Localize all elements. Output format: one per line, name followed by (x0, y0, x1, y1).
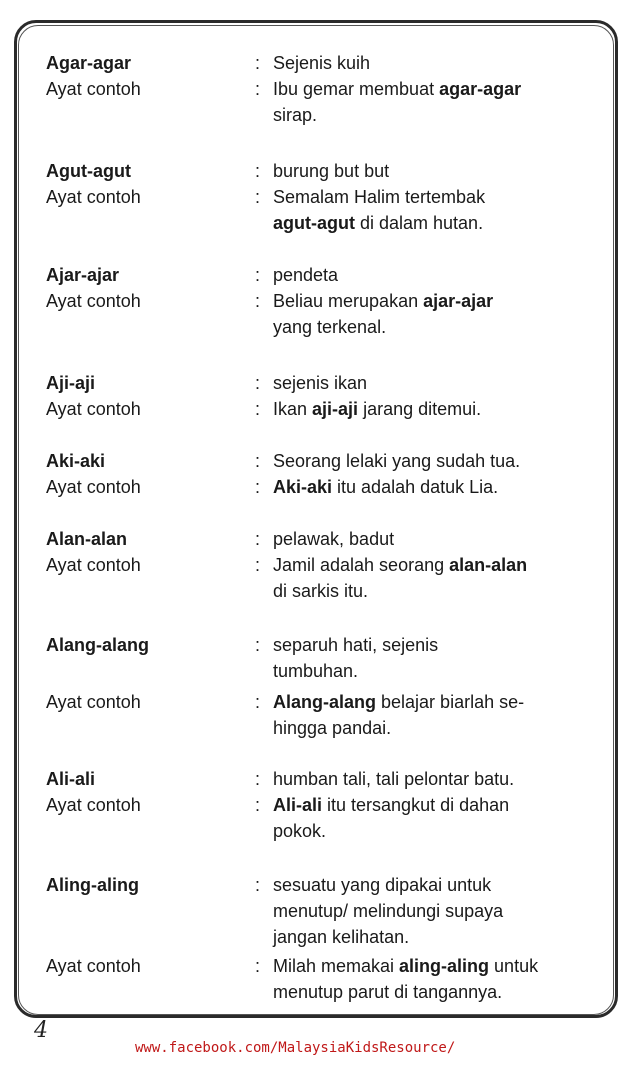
colon-separator: : (255, 795, 261, 815)
example-keyword: aji-aji (312, 399, 359, 419)
meaning-line (40, 370, 600, 396)
example-sentence (273, 979, 603, 1005)
example-text: itu tersangkut di dahan (322, 795, 510, 815)
colon-separator: : (255, 955, 261, 976)
colon-separator: : (255, 79, 261, 99)
entry-term: Ali-ali (46, 769, 96, 789)
entry-term: Ajar-ajar (46, 265, 120, 285)
page-number: 4 (34, 1018, 48, 1043)
colon-separator: : (255, 451, 261, 471)
meaning-line (40, 658, 600, 684)
example-line (40, 552, 600, 578)
example-text: di sarkis itu. (273, 581, 369, 601)
example-line (40, 715, 600, 741)
meaning-line (40, 632, 600, 658)
entry-meaning: pelawak, badut (273, 529, 395, 549)
colon-separator: : (255, 161, 261, 181)
example-line (40, 396, 600, 422)
example-label: Ayat contoh (46, 477, 141, 497)
example-line (40, 76, 600, 102)
example-sentence (273, 552, 603, 578)
colon-separator: : (255, 875, 261, 895)
example-text: Beliau merupakan (273, 291, 424, 311)
example-text: jarang ditemui. (358, 399, 482, 419)
entry-term: Aji-aji (46, 373, 96, 393)
entry-term: Agut-agut (46, 161, 131, 181)
example-line (40, 953, 600, 979)
colon-separator: : (255, 635, 261, 655)
meaning-line (40, 526, 600, 552)
example-sentence (273, 689, 603, 715)
example-label: Ayat contoh (46, 291, 141, 311)
example-text: Ibu gemar membuat (273, 79, 440, 99)
example-text: Jamil adalah seorang (273, 555, 450, 575)
example-line (40, 474, 600, 500)
colon-separator: : (255, 291, 261, 311)
example-sentence (273, 76, 603, 102)
entry-term: Aki-aki (46, 451, 106, 471)
entry-meaning: jangan kelihatan. (273, 927, 410, 947)
example-sentence (273, 818, 603, 844)
example-sentence (273, 314, 603, 340)
colon-separator: : (255, 477, 261, 497)
entry-term: Agar-agar (46, 53, 132, 73)
example-label: Ayat contoh (46, 692, 141, 713)
colon-separator: : (255, 692, 261, 713)
example-text: belajar biarlah se- (376, 692, 525, 713)
meaning-line (40, 924, 600, 950)
example-line (40, 578, 600, 604)
example-sentence (273, 396, 603, 422)
example-text: itu adalah datuk Lia. (332, 477, 499, 497)
example-text: Milah memakai (273, 955, 400, 976)
example-label: Ayat contoh (46, 79, 141, 99)
entry-meaning: sesuatu yang dipakai untuk (273, 875, 492, 895)
example-text: di dalam hutan. (354, 213, 484, 233)
example-text: menutup parut di tangannya. (273, 981, 503, 1002)
colon-separator: : (255, 769, 261, 789)
example-sentence (273, 953, 603, 979)
entry-meaning: separuh hati, sejenis (273, 635, 439, 655)
example-line (40, 210, 600, 236)
meaning-line (40, 898, 600, 924)
example-sentence (273, 715, 603, 741)
example-line (40, 184, 600, 210)
meaning-line (40, 50, 600, 76)
example-keyword: Ali-ali (273, 795, 323, 815)
example-sentence (273, 210, 603, 236)
meaning-line (40, 262, 600, 288)
example-sentence (273, 792, 603, 818)
example-text: pokok. (273, 821, 327, 841)
watermark-url: www.facebook.com/MalaysiaKidsResource/ (135, 1040, 456, 1056)
example-line (40, 314, 600, 340)
example-text: yang terkenal. (273, 317, 387, 337)
example-keyword: alan-alan (449, 555, 528, 575)
entry-meaning: Sejenis kuih (273, 53, 371, 73)
example-sentence (273, 288, 603, 314)
example-sentence (273, 578, 603, 604)
entry-term: Aling-aling (46, 875, 139, 895)
example-keyword: aling-aling (399, 955, 490, 976)
entry-meaning: burung but but (273, 161, 390, 181)
meaning-line (40, 766, 600, 792)
colon-separator: : (255, 529, 261, 549)
entry-meaning: sejenis ikan (273, 373, 368, 393)
example-text: hingga pandai. (273, 718, 392, 739)
entry-meaning: humban tali, tali pelontar batu. (273, 769, 515, 789)
entry-meaning: Seorang lelaki yang sudah tua. (273, 451, 521, 471)
example-label: Ayat contoh (46, 555, 141, 575)
example-line (40, 102, 600, 128)
example-text: untuk (489, 955, 539, 976)
example-keyword: Aki-aki (273, 477, 333, 497)
entry-meaning: menutup/ melindungi supaya (273, 901, 504, 921)
colon-separator: : (255, 187, 261, 207)
meaning-line (40, 448, 600, 474)
example-sentence (273, 184, 603, 210)
entry-term: Alang-alang (46, 635, 150, 655)
example-label: Ayat contoh (46, 955, 141, 976)
example-text: Ikan (273, 399, 313, 419)
colon-separator: : (255, 399, 261, 419)
entry-term: Alan-alan (46, 529, 128, 549)
example-sentence (273, 102, 603, 128)
example-label: Ayat contoh (46, 795, 141, 815)
example-text: sirap. (273, 105, 318, 125)
entry-meaning: pendeta (273, 265, 339, 285)
example-keyword: agut-agut (273, 213, 355, 233)
meaning-line (40, 872, 600, 898)
example-label: Ayat contoh (46, 399, 141, 419)
example-sentence (273, 474, 603, 500)
example-line (40, 979, 600, 1005)
meaning-line (40, 158, 600, 184)
example-keyword: ajar-ajar (423, 291, 494, 311)
example-line (40, 818, 600, 844)
colon-separator: : (255, 265, 261, 285)
example-line (40, 792, 600, 818)
colon-separator: : (255, 53, 261, 73)
example-line (40, 288, 600, 314)
entry-meaning: tumbuhan. (273, 661, 359, 681)
colon-separator: : (255, 373, 261, 393)
example-keyword: Alang-alang (273, 692, 377, 713)
example-line (40, 689, 600, 715)
example-label: Ayat contoh (46, 187, 141, 207)
example-keyword: agar-agar (439, 79, 522, 99)
example-text: Semalam Halim tertembak (273, 187, 486, 207)
colon-separator: : (255, 555, 261, 575)
